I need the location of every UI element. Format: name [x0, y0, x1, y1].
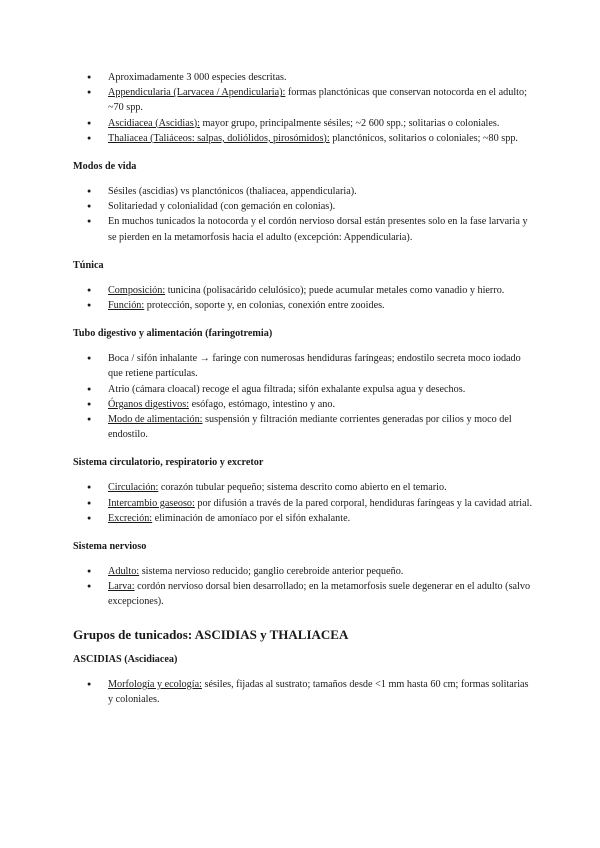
- item-term: Excreción:: [108, 512, 153, 524]
- list-item: [73, 214, 533, 244]
- item-text: Boca / sifón inhalante → faringe con numerosas hendiduras faríngeas; endostilo secreta moco iodado que retiene partículas.: [108, 353, 521, 380]
- intro-list: [73, 70, 533, 146]
- item-term: Appendicularia (Larvacea / Apendicularia):: [108, 87, 286, 99]
- item-term: Composición:: [108, 284, 166, 296]
- list-item: [73, 116, 533, 131]
- list-item: [73, 298, 533, 313]
- item-text: cordón nervioso dorsal bien desarrollado; en la metamorfosis suele degenerar en el adulto (salvo excepciones).: [108, 581, 531, 608]
- item-text: Aproximadamente 3 000 especies descritas.: [108, 72, 287, 83]
- item-term: Intercambio gaseoso:: [108, 497, 195, 509]
- heading-tubo-digestivo: Tubo digestivo y alimentación (faringotremia): [73, 328, 273, 340]
- item-term: Larva:: [108, 581, 135, 593]
- item-text: Sésiles (ascidias) vs planctónicos (thaliacea, appendicularia).: [108, 186, 357, 198]
- list-item: [73, 382, 533, 397]
- list-item: [73, 283, 533, 298]
- list-item: [73, 397, 533, 412]
- heading-modos-de-vida: Modos de vida: [73, 161, 137, 173]
- item-text: corazón tubular pequeño; sistema descrito como abierto en el temario.: [158, 482, 447, 494]
- list-item: [73, 496, 533, 511]
- list-item: [73, 70, 533, 85]
- sistema-list: [73, 480, 533, 526]
- item-text: En muchos tunicados la notocorda y el cordón nervioso dorsal están presentes solo en la fase larvaria y se pierden en la metamorfosis hacia el adulto (excepción: Appendicularia).: [108, 216, 528, 243]
- list-item: [73, 511, 533, 526]
- list-item: [73, 199, 533, 214]
- list-item: [73, 412, 533, 442]
- modos-list: [73, 184, 533, 245]
- item-text: sésiles, fijadas al sustrato; tamaños desde <1 mm hasta 60 cm; formas solitarias y coloniales.: [108, 678, 529, 705]
- item-text: suspensión y filtración mediante corrientes generadas por cilios y moco del endostilo.: [108, 414, 512, 441]
- item-text: mayor grupo, principalmente sésiles; ~2 600 spp.; solitarias o coloniales.: [199, 117, 500, 129]
- heading-ascidias: ASCIDIAS (Ascidiacea): [73, 653, 178, 665]
- tubo-list: [73, 351, 533, 442]
- item-term: Órganos digestivos:: [108, 398, 190, 410]
- nervioso-list: [73, 564, 533, 610]
- heading-sistema-circulatorio: Sistema circulatorio, respiratorio y excretor: [73, 457, 264, 469]
- item-text: por difusión a través de la pared corporal, hendiduras faríngeas y la cavidad atrial.: [194, 497, 533, 509]
- item-text: planctónicos, solitarios o coloniales; ~80 spp.: [329, 132, 518, 144]
- item-term: Modo de alimentación:: [108, 414, 203, 426]
- list-item: [73, 677, 533, 707]
- list-item: [73, 579, 533, 609]
- heading-sistema-nervioso: Sistema nervioso: [73, 541, 147, 553]
- heading-tunica: Túnica: [73, 259, 104, 271]
- ascidias-list: [73, 677, 533, 707]
- list-item: [73, 564, 533, 579]
- item-text: esófago, estómago, intestino y ano.: [189, 398, 336, 410]
- item-term: Circulación:: [108, 482, 159, 494]
- tunica-list: [73, 283, 533, 313]
- list-item: [73, 351, 533, 381]
- item-term: Ascidiacea (Ascidias):: [108, 117, 200, 129]
- item-term: Función:: [108, 300, 145, 312]
- item-text: eliminación de amoníaco por el sifón exhalante.: [152, 512, 351, 524]
- document-content: [73, 70, 533, 707]
- heading-grupos-de-tunicados: Grupos de tunicados: ASCIDIAS y THALIACEA: [73, 626, 349, 642]
- list-item: [73, 131, 533, 146]
- item-text: tunicina (polisacárido celulósico); puede acumular metales como vanadio y hierro.: [165, 284, 505, 296]
- item-term: Adulto:: [108, 566, 140, 578]
- item-text: formas planctónicas que conservan notocorda en el adulto; ~70 spp.: [108, 87, 527, 114]
- item-text: Atrio (cámara cloacal) recoge el agua filtrada; sifón exhalante expulsa agua y desechos.: [108, 383, 466, 395]
- item-text: protección, soporte y, en colonias, conexión entre zooides.: [144, 300, 385, 312]
- list-item: [73, 480, 533, 495]
- item-term: Morfología y ecología:: [108, 678, 202, 690]
- item-text: Solitariedad y colonialidad (con gemación en colonias).: [108, 201, 336, 213]
- list-item: [73, 85, 533, 115]
- item-text: sistema nervioso reducido; ganglio cerebroide anterior pequeño.: [139, 566, 404, 578]
- item-term: Thaliacea (Taliáceos: salpas, doliólidos, pirosómidos):: [108, 132, 330, 144]
- list-item: [73, 184, 533, 199]
